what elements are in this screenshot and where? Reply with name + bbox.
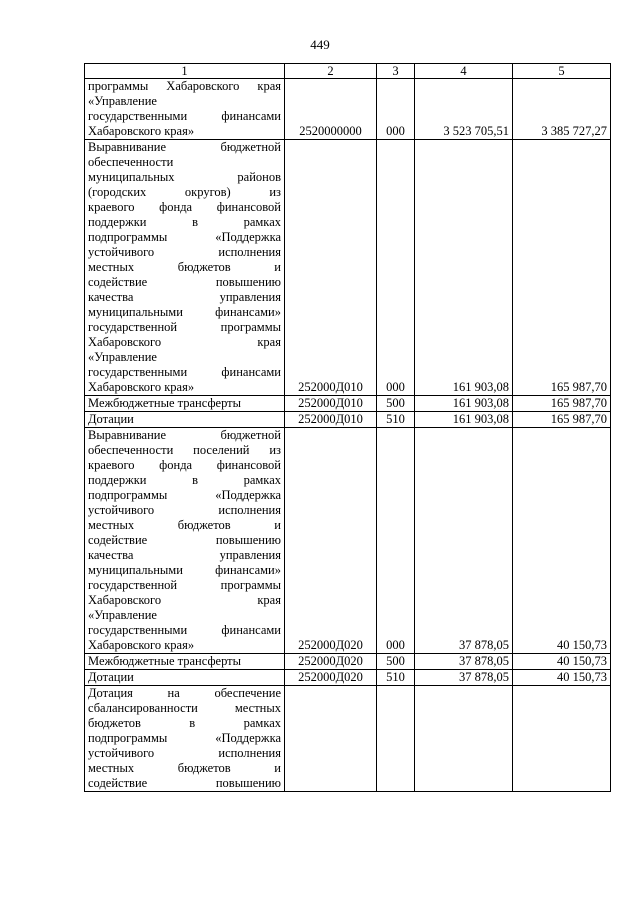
- row-description: [85, 140, 285, 396]
- description-line: государственной программы: [88, 320, 281, 334]
- description-line: государственными финансами: [88, 109, 281, 123]
- description-line: устойчивого исполнения: [88, 245, 281, 259]
- row-expense-type: 500: [377, 396, 415, 412]
- description-line: содействие повышению: [88, 533, 281, 547]
- header-cell: 5: [513, 64, 611, 79]
- description-line: «Управление: [88, 94, 157, 108]
- header-cell: 1: [85, 64, 285, 79]
- description-line: содействие повышению: [88, 776, 281, 790]
- row-expense-type: 510: [377, 670, 415, 686]
- row-amount-1: 37 878,05: [415, 654, 513, 670]
- description-line: устойчивого исполнения: [88, 746, 281, 760]
- row-amount-1: 37 878,05: [415, 428, 513, 654]
- row-expense-type: 500: [377, 654, 415, 670]
- row-amount-1: 3 523 705,51: [415, 79, 513, 140]
- header-cell: 4: [415, 64, 513, 79]
- description-line: краевого фонда финансовой: [88, 458, 281, 472]
- row-description: [85, 670, 285, 686]
- table-row: [85, 140, 611, 396]
- description-line: Хабаровского края»: [88, 380, 195, 394]
- row-description: [85, 412, 285, 428]
- description-line: государственной программы: [88, 578, 281, 592]
- row-code: 252000Д010: [285, 412, 377, 428]
- table-row: [85, 412, 611, 428]
- description-line: содействие повышению: [88, 275, 281, 289]
- table-row: [85, 686, 611, 792]
- description-line: Хабаровского края: [88, 593, 281, 607]
- row-code: 252000Д020: [285, 670, 377, 686]
- description-line: «Управление: [88, 350, 157, 364]
- description-line: Хабаровского края»: [88, 124, 195, 138]
- header-cell: 3: [377, 64, 415, 79]
- description-line: Дотации: [88, 670, 134, 684]
- row-amount-1: 161 903,08: [415, 140, 513, 396]
- row-amount-2: 40 150,73: [513, 428, 611, 654]
- row-code: 252000Д010: [285, 140, 377, 396]
- row-expense-type: 510: [377, 412, 415, 428]
- description-line: муниципальных районов: [88, 170, 281, 184]
- description-line: местных бюджетов и: [88, 260, 281, 274]
- description-line: обеспеченности: [88, 155, 174, 169]
- description-line: бюджетов в рамках: [88, 716, 281, 730]
- description-line: местных бюджетов и: [88, 518, 281, 532]
- description-line: Межбюджетные трансферты: [88, 654, 242, 668]
- row-amount-2: 165 987,70: [513, 140, 611, 396]
- row-description: [85, 428, 285, 654]
- description-line: Дотация на обеспечение: [88, 686, 281, 700]
- header-cell: 2: [285, 64, 377, 79]
- description-line: местных бюджетов и: [88, 761, 281, 775]
- table-row: [85, 670, 611, 686]
- table-body: [85, 79, 611, 792]
- row-amount-2: 165 987,70: [513, 396, 611, 412]
- row-amount-2: 40 150,73: [513, 654, 611, 670]
- description-line: качества управления: [88, 290, 281, 304]
- row-description: [85, 654, 285, 670]
- description-line: муниципальными финансами»: [88, 305, 281, 319]
- description-line: муниципальными финансами»: [88, 563, 281, 577]
- description-line: Хабаровского края»: [88, 638, 195, 652]
- row-code: 252000Д020: [285, 428, 377, 654]
- description-line: обеспеченности поселений из: [88, 443, 281, 457]
- table-row: [85, 396, 611, 412]
- row-description: [85, 686, 285, 792]
- row-amount-1: 161 903,08: [415, 412, 513, 428]
- row-amount-2: 40 150,73: [513, 670, 611, 686]
- description-line: «Управление: [88, 608, 157, 622]
- budget-table: [84, 63, 611, 792]
- description-line: подпрограммы «Поддержка: [88, 488, 281, 502]
- description-line: Дотации: [88, 412, 134, 426]
- description-line: (городских округов) из: [88, 185, 281, 199]
- row-description: [85, 396, 285, 412]
- table-row: [85, 428, 611, 654]
- row-amount-1: 161 903,08: [415, 396, 513, 412]
- row-expense-type: 000: [377, 140, 415, 396]
- row-expense-type: 000: [377, 79, 415, 140]
- description-line: устойчивого исполнения: [88, 503, 281, 517]
- description-line: государственными финансами: [88, 623, 281, 637]
- row-code: 252000Д020: [285, 654, 377, 670]
- description-line: подпрограммы «Поддержка: [88, 230, 281, 244]
- row-amount-2: 3 385 727,27: [513, 79, 611, 140]
- row-expense-type: 000: [377, 428, 415, 654]
- row-code: 252000Д010: [285, 396, 377, 412]
- description-line: Выравнивание бюджетной: [88, 428, 281, 442]
- description-line: поддержки в рамках: [88, 473, 281, 487]
- row-code: 2520000000: [285, 79, 377, 140]
- row-expense-type: [377, 686, 415, 792]
- row-amount-1: 37 878,05: [415, 670, 513, 686]
- description-line: подпрограммы «Поддержка: [88, 731, 281, 745]
- row-amount-2: 165 987,70: [513, 412, 611, 428]
- row-code: [285, 686, 377, 792]
- row-description: [85, 79, 285, 140]
- description-line: государственными финансами: [88, 365, 281, 379]
- row-amount-2: [513, 686, 611, 792]
- description-line: Выравнивание бюджетной: [88, 140, 281, 154]
- description-line: краевого фонда финансовой: [88, 200, 281, 214]
- description-line: программы Хабаровского края: [88, 79, 281, 93]
- page-number: 449: [310, 37, 330, 52]
- table-row: [85, 654, 611, 670]
- header-row: [85, 64, 611, 79]
- description-line: качества управления: [88, 548, 281, 562]
- description-line: Межбюджетные трансферты: [88, 396, 242, 410]
- description-line: поддержки в рамках: [88, 215, 281, 229]
- description-line: Хабаровского края: [88, 335, 281, 349]
- table-row: [85, 79, 611, 140]
- row-amount-1: [415, 686, 513, 792]
- description-line: сбалансированности местных: [88, 701, 281, 715]
